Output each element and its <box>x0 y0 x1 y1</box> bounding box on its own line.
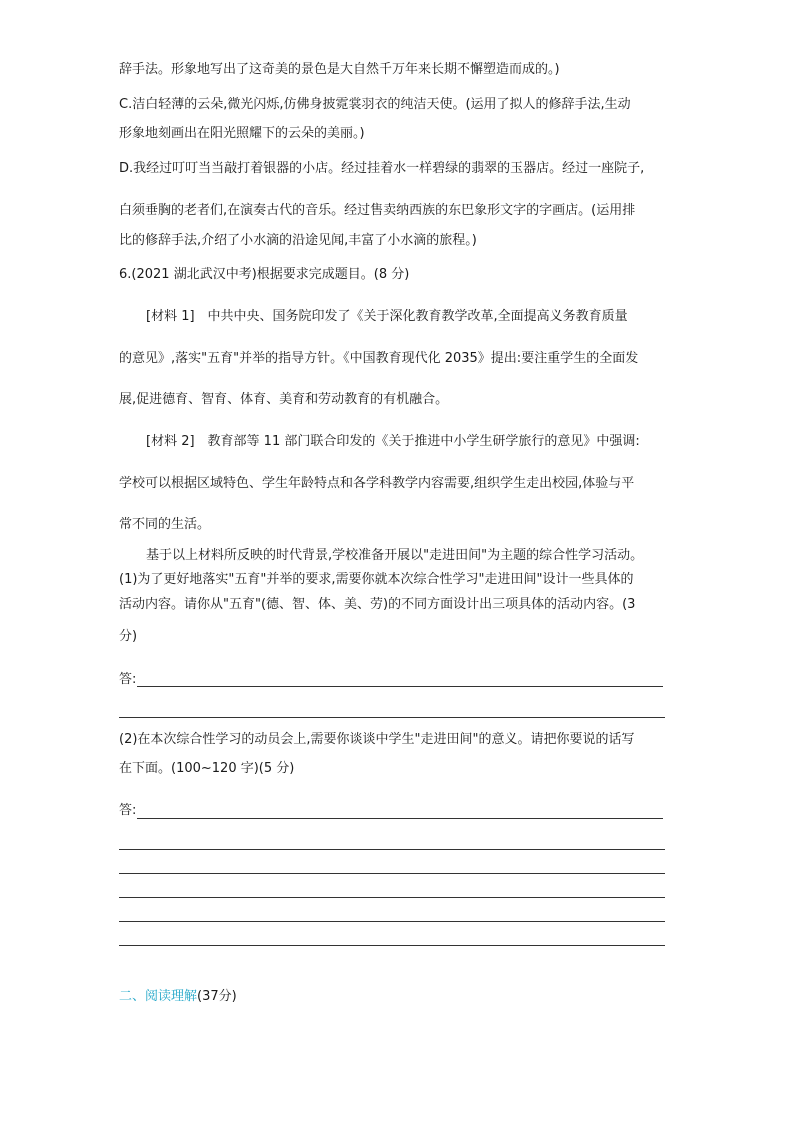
option-d-line: D.我经过叮叮当当敲打着银器的小店。经过挂着水一样碧绿的翡翠的玉器店。经过一座院子, <box>119 161 645 176</box>
answer-label: 答: <box>119 672 137 687</box>
answer-label: 答: <box>119 803 137 818</box>
text-line: 分) <box>119 629 138 644</box>
answer-line[interactable] <box>119 945 665 946</box>
text-line: 学校可以根据区域特色、学生年龄特点和各学科教学内容需要,组织学生走出校园,体验与平 <box>119 476 635 491</box>
answer-line[interactable] <box>119 873 665 874</box>
text-line: 在下面。(100~120 字)(5 分) <box>119 761 295 776</box>
text-line: 形象地刻画出在阳光照耀下的云朵的美丽。) <box>119 126 365 141</box>
text-line: 的意见》,落实"五育"并举的指导方针。《中国教育现代化 2035》提出:要注重学生的全面发 <box>119 351 639 366</box>
section-heading <box>119 988 237 1006</box>
section-title: 二、阅读理解 <box>119 989 198 1004</box>
option-c-line: C.洁白轻薄的云朵,微光闪烁,仿佛身披霓裳羽衣的纯洁天使。(运用了拟人的修辞手法,生动 <box>119 97 631 112</box>
background-line: 基于以上材料所反映的时代背景,学校准备开展以"走进田间"为主题的综合性学习活动。 <box>146 548 644 563</box>
section-score: (37分) <box>197 989 237 1004</box>
text-line: 展,促进德育、智育、体育、美育和劳动教育的有机融合。 <box>119 392 449 407</box>
text-line: 活动内容。请你从"五育"(德、智、体、美、劳)的不同方面设计出三项具体的活动内容。(3 <box>119 597 636 612</box>
answer-line[interactable] <box>119 849 665 850</box>
answer-line[interactable] <box>119 921 665 922</box>
answer-line[interactable] <box>119 717 665 718</box>
material-1-line: [材料 1] 中共中央、国务院印发了《关于深化教育教学改革,全面提高义务教育质量 <box>146 309 628 324</box>
text-line: 白须垂胸的老者们,在演奏古代的音乐。经过售卖纳西族的东巴象形文字的字画店。(运用排 <box>119 203 636 218</box>
question-1-line: (1)为了更好地落实"五育"并举的要求,需要你就本次综合性学习"走进田间"设计一些具体的 <box>119 572 634 587</box>
material-2-line: [材料 2] 教育部等 11 部门联合印发的《关于推进中小学生研学旅行的意见》中强调: <box>146 434 640 449</box>
answer-line[interactable] <box>137 818 663 819</box>
question-2-line: (2)在本次综合性学习的动员会上,需要你谈谈中学生"走进田间"的意义。请把你要说的话写 <box>119 732 635 747</box>
text-line: 辞手法。形象地写出了这奇美的景色是大自然千万年来长期不懈塑造而成的。) <box>119 62 560 77</box>
text-line: 比的修辞手法,介绍了小水滴的沿途见闻,丰富了小水滴的旅程。) <box>119 233 477 248</box>
answer-line[interactable] <box>119 897 665 898</box>
text-line: 常不同的生活。 <box>119 517 211 532</box>
question-6-title: 6.(2021 湖北武汉中考)根据要求完成题目。(8 分) <box>119 267 410 282</box>
answer-line[interactable] <box>137 686 663 687</box>
